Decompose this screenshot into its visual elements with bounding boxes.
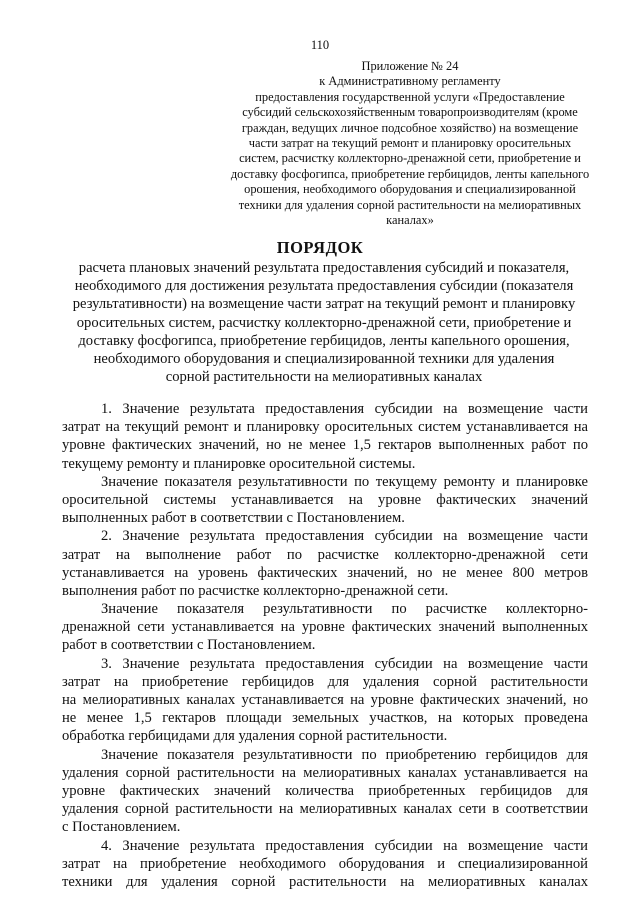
paragraph-5 (62, 655, 588, 746)
paragraph-line: дренажной сети устанавливается на уровне фактических значений выполненных (62, 619, 588, 636)
subtitle-line: необходимого оборудования и специализированной техники для удаления (93, 351, 555, 368)
appendix-line: предоставления государственной услуги «Предоставление (255, 89, 565, 104)
paragraph-line: затрат на приобретение необходимого оборудования и специализированной (62, 855, 588, 872)
document-heading: ПОРЯДОК (276, 238, 364, 257)
paragraph-line: на мелиоративных каналах устанавливается на уровне фактических значений, но (62, 692, 588, 708)
appendix-line: субсидий сельскохозяйственным товаропроизводителям (кроме (242, 105, 578, 120)
appendix-line: каналах» (386, 213, 434, 228)
subtitle-line: расчета плановых значений результата предоставления субсидий и показателя, (78, 260, 570, 276)
paragraph-4 (62, 600, 588, 655)
paragraph-line: работ в соответствии с Постановлением. (62, 637, 316, 654)
appendix-line: орошения, необходимого оборудования и специализированной (244, 182, 576, 197)
appendix-line: к Административному регламенту (319, 74, 501, 89)
subtitle-line: оросительных систем, расчистку коллекторно-дренажной сети, приобретение и (76, 314, 572, 331)
subtitle-line: необходимого для достижения результата предоставления субсидии (показателя (74, 278, 574, 295)
paragraph-line: уровне фактических значений, но не менее 1,5 гектаров выполненных работ по (62, 437, 588, 454)
page-number: 110 (310, 38, 330, 52)
paragraph-line: уровне фактических значений количества приобретенных гербицидов для (62, 782, 588, 799)
paragraph-line: удаления сорной растительности на мелиоративных каналах устанавливается на (62, 764, 588, 781)
appendix-line: Приложение № 24 (361, 59, 459, 73)
paragraph-6 (62, 746, 588, 837)
paragraph-line: 1. Значение результата предоставления субсидии на возмещение части (101, 401, 588, 417)
paragraph-line: выполнения работ по расчистке коллекторно-дренажной сети. (62, 582, 449, 599)
paragraph-line: 3. Значение результата предоставления субсидии на возмещение части (101, 655, 588, 672)
appendix-header (218, 59, 602, 228)
paragraph-line: оросительной системы устанавливается на уровне фактических значений (62, 491, 588, 508)
appendix-line: систем, расчистку коллекторно-дренажной сети, приобретение и (239, 151, 581, 166)
subtitle-line: доставку фосфогипса, приобретение гербицидов, ленты капельного орошения, (78, 332, 570, 349)
paragraph-2 (62, 473, 588, 528)
paragraph-line: 2. Значение результата предоставления субсидии на возмещение части (101, 528, 588, 545)
paragraph-line: устанавливается на уровень фактических значений, но не менее 800 метров (62, 564, 588, 581)
paragraph-line: текущему ремонту и планировке оросительной системы. (62, 455, 416, 472)
paragraph-7 (62, 837, 588, 892)
paragraph-line: удаления сорной растительности на мелиоративных каналах сети в соответствии (62, 801, 588, 818)
paragraph-line: не менее 1,5 гектаров площади земельных участков, на которых проведена (62, 710, 588, 727)
document-subtitle (40, 259, 608, 386)
paragraph-line: затрат на текущий ремонт и планировку оросительных систем устанавливается на (62, 419, 588, 436)
paragraph-line: Значение показателя результативности по текущему ремонту и планировке (101, 473, 588, 490)
subtitle-line: сорной растительности на мелиоративных каналах (165, 369, 483, 386)
appendix-line: граждан, ведущих личное подсобное хозяйство) на возмещение (241, 120, 579, 135)
appendix-line: доставку фосфогипса, приобретение гербицидов, ленты капельного (230, 166, 590, 181)
paragraph-line: затрат на выполнение работ по расчистке коллекторно-дренажной сети (62, 546, 588, 563)
paragraph-line: техники для удаления сорной растительности на мелиоративных каналах (62, 873, 588, 890)
document-body (62, 400, 588, 891)
paragraph-line: 4. Значение результата предоставления субсидии на возмещение части (101, 837, 588, 854)
paragraph-3 (62, 527, 588, 600)
paragraph-line: обработка гербицидами для удаления сорной растительности. (62, 728, 448, 745)
appendix-line: части затрат на текущий ремонт и планировку оросительных (248, 136, 572, 151)
paragraph-1 (62, 400, 588, 473)
paragraph-line: выполненных работ в соответствии с Постановлением. (62, 510, 405, 527)
appendix-line: техники для удаления сорной растительности на мелиоративных (238, 197, 582, 212)
paragraph-line: Значение показателя результативности по расчистке коллекторно- (101, 601, 588, 618)
paragraph-line: Значение показателя результативности по приобретению гербицидов для (101, 746, 588, 763)
paragraph-line: с Постановлением. (62, 819, 181, 836)
paragraph-line: затрат на приобретение гербицидов для удаления сорной растительности (62, 673, 588, 690)
subtitle-line: результативности) на возмещение части затрат на текущий ремонт и планировку (72, 296, 576, 313)
